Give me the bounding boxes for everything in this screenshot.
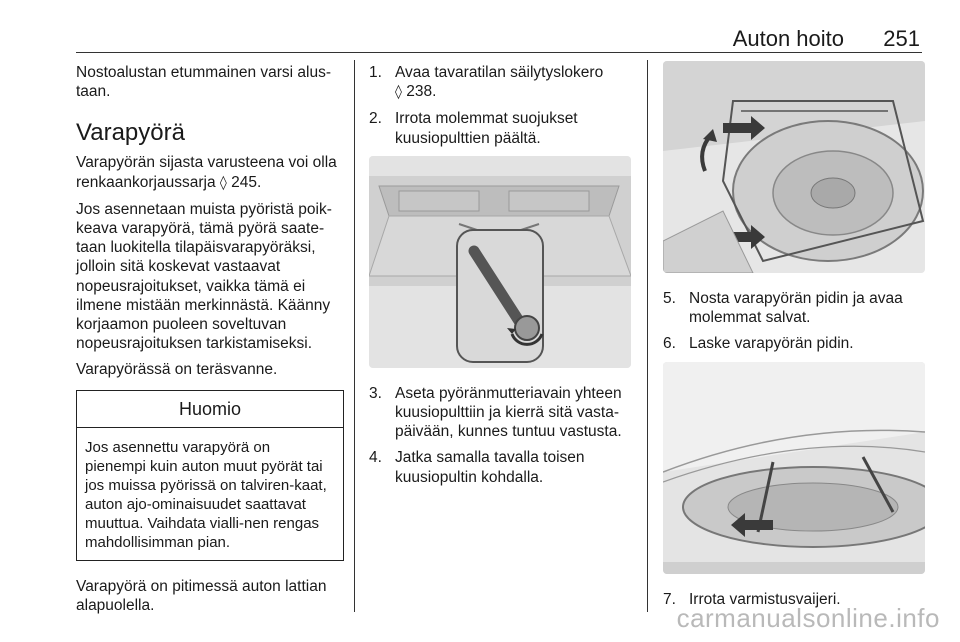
list-item	[369, 448, 633, 486]
column-middle	[369, 63, 633, 494]
paragraph-repair-kit	[76, 153, 344, 192]
column-divider	[647, 60, 648, 612]
section-title: Auton hoito	[732, 26, 844, 51]
step-number: 2.	[369, 110, 382, 128]
page-reference[interactable]: 245.	[231, 173, 262, 191]
step-number: 4.	[369, 449, 382, 467]
paragraph-location: Varapyörä on pitimessä auton lattian alapuolella.	[76, 577, 327, 615]
list-item	[369, 63, 633, 102]
step-text: Nosta varapyörän pidin ja avaa molemmat salvat.	[689, 290, 903, 327]
list-item	[369, 384, 633, 442]
step-text: Irrota molemmat suojukset kuusiopulttien päältä.	[395, 110, 578, 147]
note-title: Huomio	[77, 391, 343, 428]
watermark: carmanualsonline.info	[676, 603, 940, 633]
page-reference-icon: ◊	[219, 174, 227, 191]
steps-list	[369, 384, 633, 487]
page-header	[76, 20, 922, 53]
trunk-illustration	[369, 156, 631, 368]
paragraph-text: Varapyörän sijasta varusteena voi olla renkaankorjaussarja	[76, 154, 337, 191]
step-text: Irrota varmistusvaijeri.	[689, 590, 841, 608]
step-text: Avaa tavaratilan säilytyslokero	[395, 64, 604, 81]
page-number: 251	[883, 26, 920, 51]
step-number: 7.	[663, 590, 676, 608]
step-text: Jatka samalla tavalla toisen kuusiopultin kohdalla.	[395, 449, 585, 486]
step-number: 3.	[369, 384, 382, 402]
steps-list	[663, 289, 925, 354]
note-body: Jos asennettu varapyörä on pienempi kuin auton muut pyörät tai jos muissa pyörissä on talviren-kaat, auton ajo-ominaisuudet saattavat muuttua. Vaihdata vialli-nen rengas mahdollisimman pian.	[85, 438, 327, 551]
step-text: Laske varapyörän pidin.	[689, 335, 854, 353]
list-item	[663, 289, 925, 327]
column-divider	[354, 60, 355, 612]
figure-spare-wheel-holder	[663, 61, 925, 273]
column-left	[76, 63, 344, 622]
section-heading: Varapyörä	[76, 119, 185, 147]
page-reference-icon: ◊	[395, 84, 402, 101]
step-number: 5.	[663, 290, 676, 307]
page-reference[interactable]: 238.	[406, 83, 437, 101]
steps-list	[369, 63, 633, 148]
paragraph-temporary-spare: Jos asennetaan muista pyöristä poik-keava varapyörä, tämä pyörä saate-taan luokitella tilapäisvarapyöräksi, jolloin sitä koskevat vastaavat nopeusrajoitukset, vaikka tämä ei ilmene mistään merkinnästä. Käänny korjaamon puoleen soveltuvan nopeusrajoituksen tarkistamiseksi.	[76, 200, 332, 353]
list-item	[663, 334, 925, 353]
paragraph-steel-rim: Varapyörässä on teräsvanne.	[76, 361, 278, 379]
step-number: 6.	[663, 335, 676, 353]
step-number: 1.	[369, 64, 382, 81]
intro-paragraph: Nostoalustan etummainen varsi alus-taan.	[76, 64, 332, 101]
column-right	[663, 63, 925, 616]
list-item	[369, 109, 633, 147]
spare-wheel-illustration	[663, 61, 925, 273]
figure-trunk-wrench	[369, 156, 631, 368]
step-text: Aseta pyöränmutteriavain yhteen kuusiopulttiin ja kierrä sitä vasta-päivään, kunnes tuntuu vastusta.	[395, 384, 622, 441]
figure-lower-holder	[663, 362, 925, 574]
lower-holder-illustration	[663, 362, 925, 574]
note-box	[76, 390, 344, 561]
